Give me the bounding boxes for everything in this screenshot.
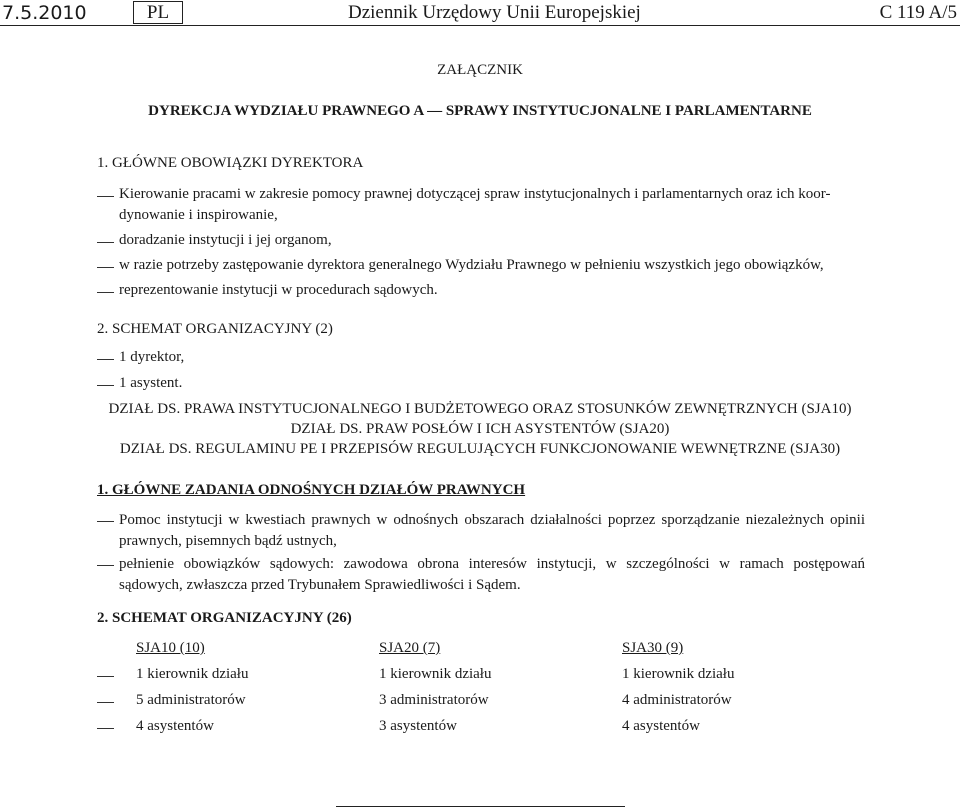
unit-line2: DZIAŁ DS. PRAW POSŁÓW I ICH ASYSTENTÓW (SJA20) xyxy=(290,421,670,437)
dash xyxy=(97,565,114,566)
sja10-row2: 5 administratorów xyxy=(136,692,246,708)
section4-heading: 2. SCHEMAT ORGANIZACYJNY (26) xyxy=(97,610,352,626)
dash xyxy=(97,292,114,293)
dash xyxy=(97,359,114,360)
sja30-row1: 1 kierownik działu xyxy=(622,666,735,682)
sja10-row3: 4 asystentów xyxy=(136,718,214,734)
dash xyxy=(97,676,114,677)
dash xyxy=(97,702,114,703)
sja30-row3: 4 asystentów xyxy=(622,718,700,734)
sja20-row1: 1 kierownik działu xyxy=(379,666,492,682)
annex-title: ZAŁĄCZNIK xyxy=(437,62,523,78)
dash xyxy=(97,242,114,243)
section3-item2: pełnienie obowiązków sądowych: zawodowa obrona interesów instytucji, w szczególności w ramach postępowań sądowych, zwłaszcza przed Trybunałem Sprawiedliwości i Sądem. xyxy=(119,556,865,593)
dash xyxy=(97,385,114,386)
column-title-sja20: SJA20 (7) xyxy=(379,640,441,656)
dash xyxy=(97,267,114,268)
section2-item2: 1 asystent. xyxy=(119,375,183,391)
sja20-row2: 3 administratorów xyxy=(379,692,489,708)
header-rule xyxy=(0,25,960,26)
dash xyxy=(97,521,114,522)
sja30-row2: 4 administratorów xyxy=(622,692,732,708)
section1-item1-line1: Kierowanie pracami w zakresie pomocy prawnej dotyczącej spraw instytucjonalnych i parlamentarnych oraz ich koor- xyxy=(119,186,831,202)
directorate-title: DYREKCJA WYDZIAŁU PRAWNEGO A — SPRAWY INSTYTUCJONALNE I PARLAMENTARNE xyxy=(148,103,812,119)
section3-item1: Pomoc instytucji w kwestiach prawnych w odnośnych obszarach działalności poprzez sporządzanie niezależnych opinii prawnych, pisemnych bądź ustnych, xyxy=(119,512,865,549)
section1-heading: 1. GŁÓWNE OBOWIĄZKI DYREKTORA xyxy=(97,155,364,171)
section2-item1: 1 dyrektor, xyxy=(119,349,185,365)
header-journal: Dziennik Urzędowy Unii Europejskiej xyxy=(348,2,641,23)
column-title-sja10: SJA10 (10) xyxy=(136,640,205,656)
header-lang: PL xyxy=(146,2,170,23)
sja10-row1: 1 kierownik działu xyxy=(136,666,249,682)
dash xyxy=(97,196,114,197)
column-title-sja30: SJA30 (9) xyxy=(622,640,684,656)
footer-rule xyxy=(336,806,625,807)
section1-item1-line2: dynowanie i inspirowanie, xyxy=(119,207,278,223)
section2-heading: 2. SCHEMAT ORGANIZACYJNY (2) xyxy=(97,321,333,337)
section3-heading: 1. GŁÓWNE ZADANIA ODNOŚNYCH DZIAŁÓW PRAWNYCH xyxy=(97,482,526,498)
unit-line1: DZIAŁ DS. PRAWA INSTYTUCJONALNEGO I BUDŻETOWEGO ORAZ STOSUNKÓW ZEWNĘTRZNYCH (SJA10) xyxy=(108,401,852,417)
section1-item3: w razie potrzeby zastępowanie dyrektora generalnego Wydziału Prawnego w pełnieniu wszystkich jego obowiązków, xyxy=(119,257,824,273)
sja20-row3: 3 asystentów xyxy=(379,718,457,734)
dash xyxy=(97,728,114,729)
section1-item4: reprezentowanie instytucji w procedurach sądowych. xyxy=(119,282,438,298)
header-ref: C 119 A/5 xyxy=(879,2,957,23)
unit-line3: DZIAŁ DS. REGULAMINU PE I PRZEPISÓW REGULUJĄCYCH FUNKCJONOWANIE WEWNĘTRZNE (SJA30) xyxy=(119,441,841,457)
header-date: 7.5.2010 xyxy=(2,2,87,24)
section1-item2: doradzanie instytucji i jej organom, xyxy=(119,232,332,248)
